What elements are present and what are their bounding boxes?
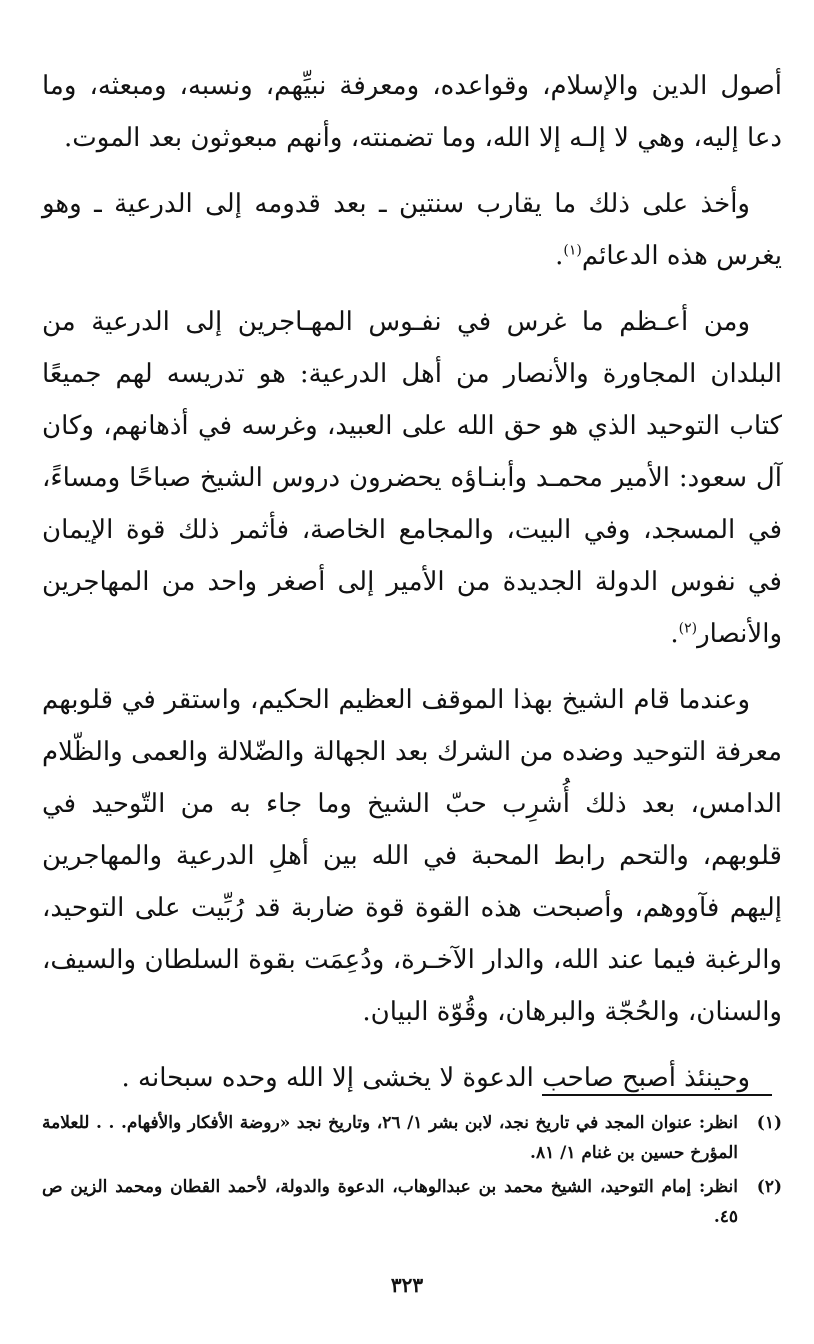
footnote-1-number: (١) bbox=[756, 1113, 782, 1133]
paragraph-3-text: ومن أعـظم ما غرس في نفـوس المهـاجرين إلى الدرعية من البلدان المجاورة والأنصار من أهل الدرعية: هو تدريسه لهم جميعًا كتاب التوحيد الذي هو حق الله على العبيد، وغرسه في أذهانهم، وكان آل سعود: الأمير محمـد وأبنـاؤه يحضرون دروس الشيخ صباحًا ومساءً، في المسجد، وفي البيت، والمجامع الخاصة، فأثمر ذلك قوة الإيمان في نفوس الدولة الجديدة من الأمير إلى أصغر واحد من المهاجرين والأنصار bbox=[42, 307, 782, 649]
paragraph-1 bbox=[42, 60, 782, 164]
footnote-1 bbox=[42, 1108, 782, 1168]
footnotes bbox=[42, 1108, 782, 1236]
paragraph-5-text: وحينئذ أصبح صاحب الدعوة لا يخشى إلا الله وحده سبحانه . bbox=[121, 1063, 750, 1093]
paragraph-2-end: . bbox=[555, 241, 564, 271]
paragraph-5 bbox=[42, 1052, 782, 1104]
paragraph-1-text: أصول الدين والإسلام، وقواعده، ومعرفة نبيِّهم، ونسبه، ومبعثه، وما دعا إليه، وهي لا إلـه إلا الله، وما تضمنته، وأنهم مبعوثون بعد الموت. bbox=[42, 71, 782, 153]
footnote-2-number: (٢) bbox=[756, 1177, 782, 1197]
footnote-1-text: انظر: عنوان المجد في تاريخ نجد، لابن بشر ١/ ٢٦، وتاريخ نجد «روضة الأفكار والأفهام. . . للعلامة المؤرخ حسين بن غنام ١/ ٨١. bbox=[42, 1113, 738, 1163]
page-number: ٣٢٣ bbox=[390, 1273, 424, 1297]
footnote-separator bbox=[542, 1094, 772, 1096]
paragraph-2-text: وأخذ على ذلك ما يقارب سنتين ـ بعد قدومه إلى الدرعية ـ وهو يغرس هذه الدعائم bbox=[42, 189, 782, 271]
footnote-ref-2: (٢) bbox=[678, 620, 698, 637]
paragraph-3-end: . bbox=[670, 619, 679, 649]
footnote-ref-1: (١) bbox=[563, 242, 582, 259]
paragraph-4-text: وعندما قام الشيخ بهذا الموقف العظيم الحكيم، واستقر في قلوبهم معرفة التوحيد وضده من الشرك بعد الجهالة والضّلالة والعمى والظّلام الدامس، بعد ذلك أُشرِب حبّ الشيخ وما جاء به من التّوحيد في قلوبهم، والتحم رابط المحبة في الله بين أهلِ الدرعية والمهاجرين إليهم فآووهم، وأصبحت هذه القوة قوة ضاربة قد رُبِّيت على التوحيد، والرغبة فيما عند الله، والدار الآخـرة، ودُعِمَت بقوة السلطان والسيف، والسنان، والحُجّة والبرهان، وقُوّة البيان. bbox=[42, 685, 782, 1027]
footnote-2-text: انظر: إمام التوحيد، الشيخ محمد بن عبدالوهاب، الدعوة والدولة، لأحمد القطان ومحمد الزين ص ٤٥. bbox=[42, 1177, 738, 1227]
paragraph-4 bbox=[42, 674, 782, 1038]
footnote-2 bbox=[42, 1172, 782, 1232]
paragraph-3 bbox=[42, 296, 782, 660]
paragraph-2 bbox=[42, 178, 782, 282]
main-text bbox=[42, 60, 782, 1118]
